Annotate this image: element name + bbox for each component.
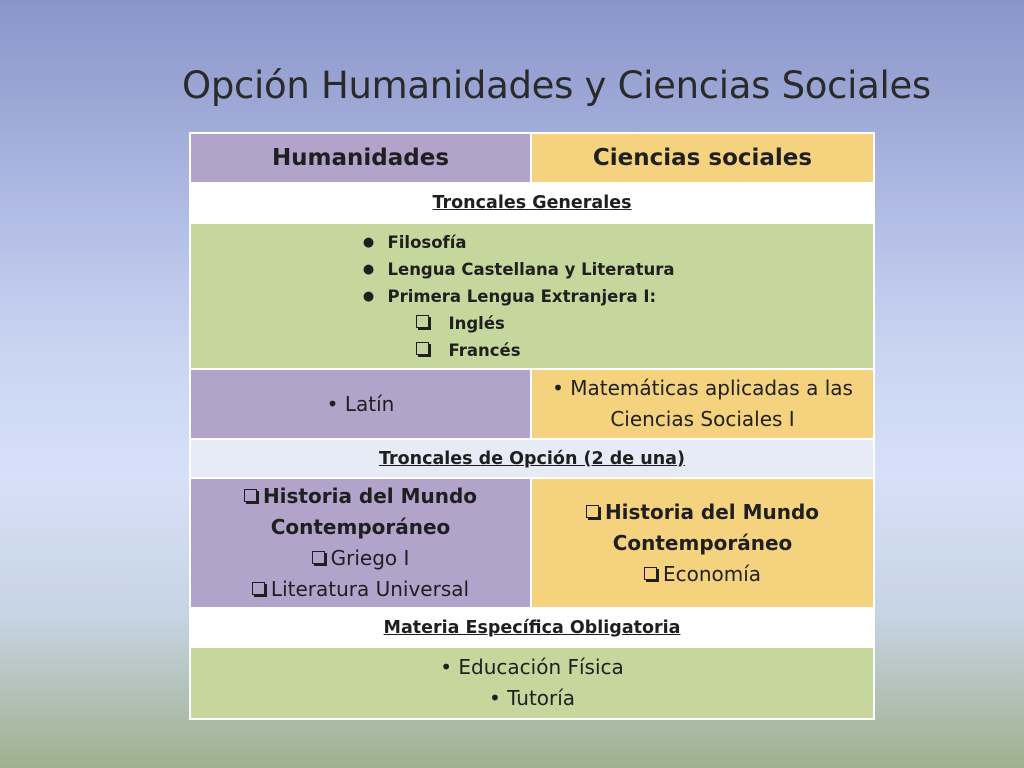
list-item: Inglés — [349, 310, 674, 337]
troncales-generales-list — [190, 223, 874, 369]
list-item: • Tutoría — [488, 686, 576, 710]
checkbox-bullet-icon — [644, 567, 657, 580]
section-troncales-opcion: Troncales de Opción (2 de una) — [190, 439, 874, 478]
slide-title: Opción Humanidades y Ciencias Sociales — [182, 64, 931, 107]
checkbox-bullet-icon — [416, 342, 429, 355]
checkbox-bullet-icon — [252, 582, 265, 595]
humanidades-opcion-cell: Historia del Mundo Contemporáneo Griego I Literatura Universal — [190, 478, 531, 608]
header-humanidades: Humanidades — [190, 133, 531, 183]
checkbox-bullet-icon — [416, 315, 429, 328]
list-item: ● Primera Lengua Extranjera I: — [349, 283, 674, 310]
bullet-icon: ● — [362, 234, 375, 250]
sociales-opcion-cell: Historia del Mundo Contemporáneo Economía — [531, 478, 874, 608]
materia-especifica-list — [190, 647, 874, 719]
latin-cell: • Latín — [190, 369, 531, 439]
section-materia-especifica: Materia Específica Obligatoria — [190, 608, 874, 647]
matematicas-cell: • Matemáticas aplicadas a las Ciencias Sociales I — [531, 369, 874, 439]
checkbox-bullet-icon — [244, 489, 257, 502]
section-troncales-generales: Troncales Generales — [190, 183, 874, 223]
list-item: • Educación Física — [440, 655, 624, 679]
bullet-icon: ● — [362, 261, 375, 277]
header-ciencias-sociales: Ciencias sociales — [531, 133, 874, 183]
checkbox-bullet-icon — [312, 551, 325, 564]
list-item: ● Lengua Castellana y Literatura — [349, 256, 674, 283]
checkbox-bullet-icon — [586, 505, 599, 518]
subjects-table — [189, 132, 875, 720]
bullet-icon: ● — [362, 288, 375, 304]
list-item: ● Filosofía — [349, 229, 674, 256]
list-item: Francés — [349, 337, 674, 364]
